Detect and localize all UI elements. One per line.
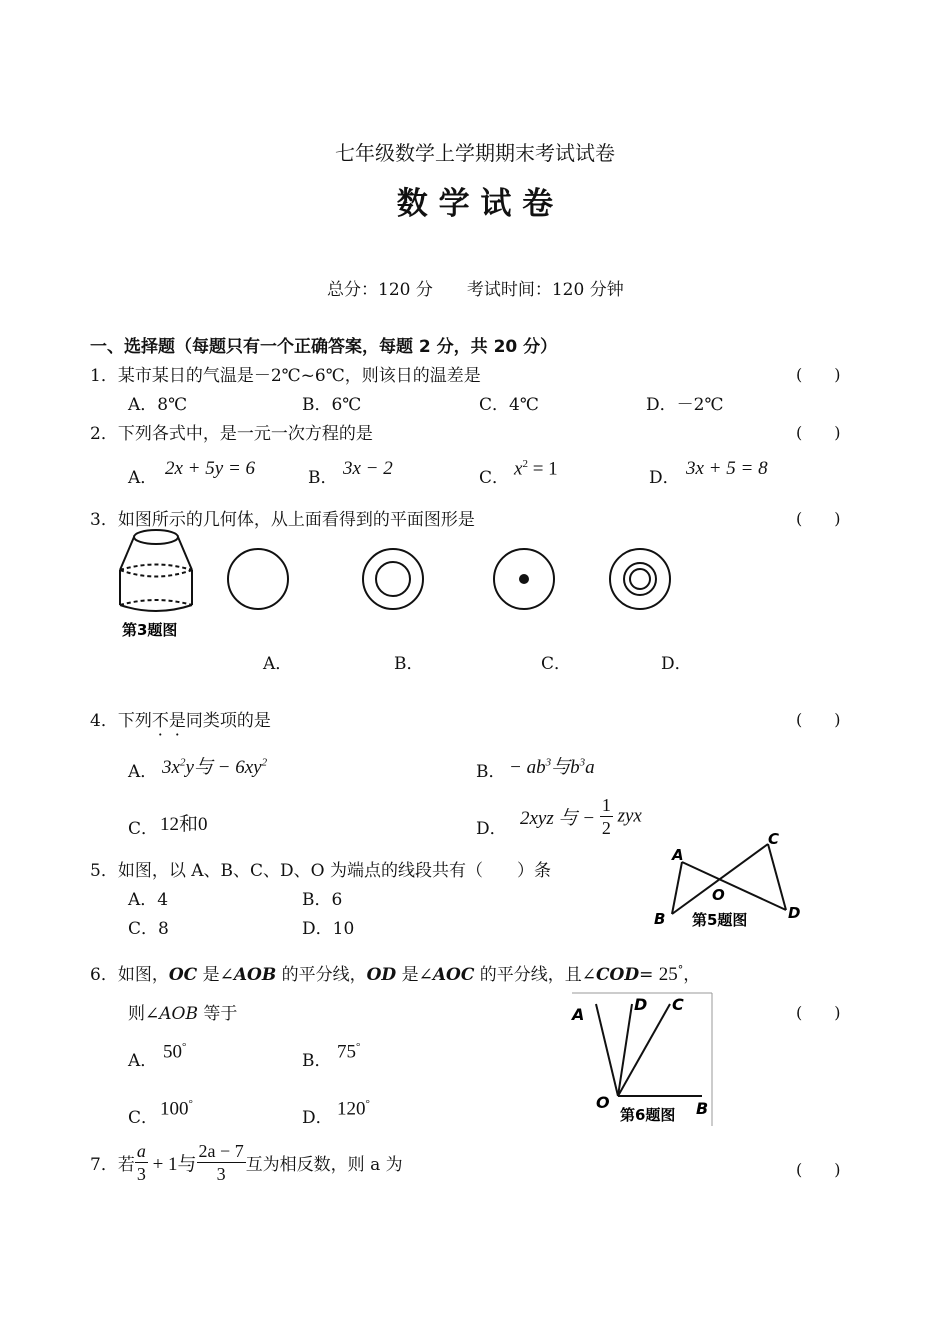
q5-point-a: A [672,846,684,864]
q6-a-value: 50 [163,1041,182,1063]
q4-label-a: A． [128,762,158,782]
q3-answer-paren: ( ) [796,509,841,528]
q3-option-b-figure [357,543,429,615]
q4-option-c: 12和0 [160,814,208,835]
q6-point-a: A [572,1005,585,1024]
exam-title: 数 学 试 卷 [396,186,554,222]
q2-answer-paren: ( ) [796,423,841,442]
q3-d-inner [630,569,650,589]
q2-option-b: 3x − 2 [343,458,393,479]
q4-a-part1: 3x [162,757,180,778]
q3-bottom-back [120,600,192,605]
q6-stem-c: 的平分线， [276,965,367,985]
q4-a-exp2: 2 [261,756,268,769]
q4-d-part2: zyx [617,805,642,827]
q6-option-d [337,1098,370,1120]
q4-stem-pre: 4．下列 [90,711,152,731]
q4-d-denominator: 2 [601,818,611,838]
q6-label-a: A． [128,1051,158,1071]
q4-answer-paren: ( ) [796,710,841,729]
q6-option-a [163,1041,186,1063]
q4-b-exp2: 3 [579,756,586,769]
q3-bottom-front [120,605,192,611]
q3-fig-caption: 第3题图 [122,621,178,639]
q4-stem-emphasis-1: 不 [151,711,169,731]
q2-c-base: x [514,458,523,480]
q6-stem-line2 [128,999,237,1024]
q2-label-b: B． [308,468,338,488]
q6-point-c: C [672,995,684,1014]
q3-mid-back [120,565,192,571]
q4-b-part1: − ab [509,757,546,778]
q6-od: OD [366,965,397,985]
q6-option-c [160,1098,193,1120]
q5-option-a: A．4 [128,890,169,910]
q4-option-b [509,752,595,779]
q6-label-b: B． [302,1051,332,1071]
q2-label-d: D． [649,468,680,488]
q1-option-a: A．8℃ [128,395,188,415]
q4-b-part3: a [585,757,595,778]
q2-label-a: A． [128,468,158,488]
q5-point-o: O [712,886,725,904]
q7-pre: 7．若 [90,1155,135,1175]
q3-d-middle [624,563,656,595]
q6-stem-a: 6．如图， [90,965,169,985]
q5-option-b: B．6 [302,890,343,910]
q3-label-c: C． [541,654,572,674]
q6-line2-c: 等于 [197,1004,238,1024]
exam-subtitle: 七年级数学上学期期末考试试卷 [335,141,615,165]
q6-answer-paren: ( ) [796,1003,841,1022]
q4-stem [90,706,271,731]
q3-option-a-figure [222,543,294,615]
q6-a-deg: ° [182,1041,187,1053]
exam-meta: 总分：120 分 考试时间：120 分钟 [327,280,624,300]
q7-answer-paren: ( ) [796,1160,841,1179]
q7-mid: + 1与 [147,1154,197,1175]
q6-stem-e: 的平分线，且∠ [474,965,597,985]
q3-label-d: D． [661,654,692,674]
q4-d-numerator: 1 [601,795,611,815]
q4-stem-emphasis-2: 是 [168,711,186,731]
q6-line2-aob: AOB [159,1004,198,1024]
q1-option-c: C．4℃ [479,395,539,415]
q7-f1-denominator: 3 [136,1164,146,1184]
q5-option-c: C．8 [128,919,169,939]
q5-fig-caption: 第5题图 [692,911,748,929]
q2-c-exp: 2 [522,458,528,470]
q6-c-value: 100 [160,1098,189,1120]
q6-b-value: 75 [337,1041,356,1063]
q6-fig-caption: 第6题图 [620,1106,676,1124]
q6-point-d: D [634,995,648,1014]
q5-point-d: D [788,904,801,922]
q6-stem-b: 是∠ [197,965,234,985]
q7-fraction-1 [135,1140,148,1185]
q6-label-d: D． [302,1108,333,1128]
q4-a-part2: y与 − 6xy [185,757,262,778]
q6-oc: OC [168,965,198,985]
q3-mid-front [120,570,192,577]
q4-d-fraction [600,794,613,839]
q3-d-outer [610,549,670,609]
q5-option-d: D．10 [302,919,355,939]
q2-option-d: 3x + 5 = 8 [686,458,768,479]
q3-frustum-right [178,537,192,570]
q7-f2-denominator: 3 [216,1164,226,1184]
q6-ray-oa [596,1004,618,1096]
q1-answer-paren: ( ) [796,365,841,384]
q3-label-b: B． [394,654,424,674]
q6-b-deg: ° [356,1041,361,1053]
q7-f2-numerator: 2a − 7 [198,1141,244,1161]
q4-label-c: C． [128,819,159,839]
q5-seg-cd [768,844,786,910]
q3-label-a: A． [263,654,293,674]
q5-figure [652,830,812,934]
q6-d-value: 120 [337,1098,366,1120]
q7-fraction-2 [197,1140,246,1185]
q4-d-part1: 2xyz 与 − [520,808,596,829]
q6-stem-f: = [639,965,659,985]
q3-b-outer [363,549,423,609]
q7-post: 互为相反数，则 a 为 [245,1155,403,1175]
q7-stem [90,1140,403,1185]
q5-point-b: B [654,910,666,928]
q3-option-d-figure [604,543,676,615]
q3-top-ellipse [134,530,178,544]
q6-figure [566,990,716,1130]
q6-d-deg: ° [365,1098,370,1110]
q6-aob: AOB [233,965,277,985]
q5-seg-ab [672,862,682,914]
q4-stem-post: 同类项的是 [185,711,271,731]
q5-point-c: C [768,830,780,848]
q2-c-rest: = 1 [527,458,558,480]
q6-angle-deg: ° [677,963,684,977]
q3-solid-figure [110,525,210,640]
q1-option-b: B．6℃ [302,395,362,415]
q6-option-b [337,1041,360,1063]
q2-option-a: 2x + 5y = 6 [165,458,256,479]
q3-a-circle [228,549,288,609]
q6-stem [90,960,700,986]
q4-a-exp1: 2 [179,756,186,769]
q4-option-a [162,752,267,779]
q6-line2-a: 则∠ [128,1004,160,1024]
q4-label-b: B． [476,762,506,782]
q5-stem: 5．如图，以 A、B、C、D、O 为端点的线段共有（ ）条 [90,861,551,881]
q6-point-o: O [596,1093,610,1112]
section-heading: 一、选择题（每题只有一个正确答案，每题 2 分，共 20 分） [90,337,558,357]
q2-option-c [514,458,558,480]
q4-b-part2: 与b [551,757,580,778]
q3-option-c-figure [488,543,560,615]
q6-stem-g: ， [683,965,701,985]
q6-point-b: B [696,1099,709,1118]
q4-option-d [520,794,642,839]
q1-option-d: D．－2℃ [646,395,724,415]
q6-c-deg: ° [188,1098,193,1110]
q6-label-c: C． [128,1108,159,1128]
q2-label-c: C． [479,468,510,488]
q6-aoc: AOC [432,965,475,985]
q4-b-exp1: 3 [545,756,552,769]
q2-stem: 2．下列各式中，是一元一次方程的是 [90,424,373,444]
q7-f1-numerator: a [136,1141,146,1161]
q3-frustum-left [120,537,134,570]
q1-stem: 1．某市某日的气温是－2℃~6℃，则该日的温差是 [90,366,481,386]
q6-cod: COD [596,965,640,985]
q3-stem: 3．如图所示的几何体，从上面看得到的平面图形是 [90,510,475,530]
q3-b-inner [376,562,410,596]
q3-c-dot [519,574,529,584]
q4-label-d: D． [476,819,507,839]
q6-angle-value: 25 [658,964,678,985]
q6-stem-d: 是∠ [396,965,433,985]
